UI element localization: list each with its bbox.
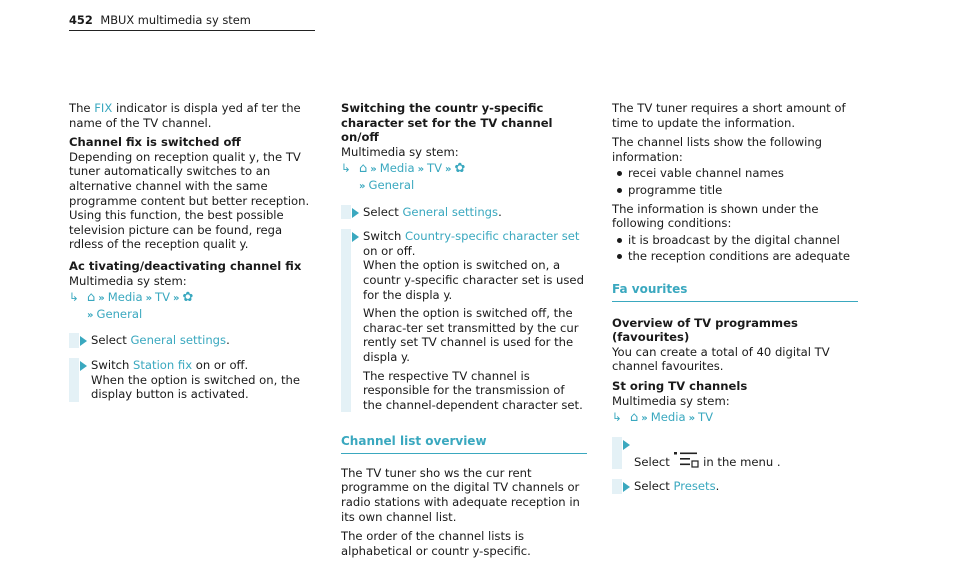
channel-lists-info-intro: The channel lists show the following information: — [612, 135, 823, 164]
home-icon: ⌂ — [359, 161, 368, 177]
activating-title: Ac tivating/deactivating channel fix — [69, 258, 302, 273]
path-general: General — [96, 306, 143, 321]
header-rule — [69, 30, 315, 31]
path-general: General — [368, 177, 415, 192]
list-item: programme title — [612, 183, 858, 198]
chevron-double-icon: » — [173, 293, 180, 305]
station-fix-detail: When the option is switched on, the display button is activated. — [91, 372, 301, 402]
step-arrow-icon — [80, 361, 87, 371]
channel-list-overview-1: The TV tuner sho ws the cur rent programme on the digital TV channels or radio stations with adequate reception in its own channel list. — [341, 465, 580, 524]
conditions-intro: The information is shown under the following conditions: — [612, 201, 819, 231]
multimedia-system-label: Multimedia sy stem: — [341, 144, 459, 159]
chevron-double-icon: » — [641, 413, 648, 425]
tuner-update-text: The TV tuner requires a short amount of time to update the information. — [612, 101, 846, 130]
path-media: Media — [107, 290, 143, 305]
channel-fix-off-title: Channel fix is switched off — [69, 135, 241, 150]
list-item: the reception conditions are adequate — [612, 249, 858, 264]
list-item: it is broadcast by the digital channel — [612, 233, 858, 248]
path-arrow-icon: ↳ — [612, 410, 622, 425]
chevron-double-icon: » — [417, 164, 425, 176]
step-select-general: Select General settings. — [341, 205, 587, 220]
channel-fix-off-body: Depending on reception qualit y, the TV tuner automatically switches to an alternative channel with the same programme content but better reception. Using this function, the best possible television picture can be found, rega rdless of the reception qualit y. — [69, 149, 310, 252]
favourites-overview-body: You can create a total of 40 digital TV channel favourites. — [612, 344, 830, 374]
charset-detail-responsible: The respective TV channel is responsible for the transmission of the channel-dependent character set. — [363, 368, 583, 412]
path-media: Media — [650, 410, 686, 425]
general-settings-label: General settings — [130, 333, 227, 348]
conditions-list — [612, 233, 858, 264]
chevron-double-icon: » — [445, 164, 452, 176]
chevron-double-icon: » — [688, 413, 696, 425]
charset-detail-off: When the option is switched off, the charac‐ter set transmitted by the cur rently set TV channel is used for the displa y. — [363, 306, 579, 364]
column-3 — [612, 101, 858, 504]
settings-icon: ✿ — [454, 161, 466, 177]
multimedia-system-label: Multimedia sy stem: — [612, 393, 730, 408]
page-header — [69, 13, 251, 28]
path-tv: TV — [155, 290, 171, 305]
settings-icon: ✿ — [182, 290, 194, 306]
section-title-channel-list: Channel list overview — [341, 434, 587, 454]
path-media: Media — [379, 161, 415, 176]
charset-title: Switching the countr y-specific character set for the TV channel on/off — [341, 101, 553, 145]
path-tv: TV — [427, 161, 443, 176]
favourites-overview-title: Overview of TV programmes (favourites) — [612, 315, 798, 345]
path-tv: TV — [698, 410, 714, 425]
fix-indicator-label: FIX — [94, 101, 113, 115]
chevron-double-icon: » — [370, 164, 377, 176]
step-select-general: Select General settings. — [69, 333, 315, 348]
page-number: 452 — [69, 13, 93, 27]
multimedia-system-label: Multimedia sy stem: — [69, 273, 187, 288]
charset-detail-on: When the option is switched on, a countr y-specific character set is used for the displa y. — [363, 258, 584, 302]
list-item: recei vable channel names — [612, 166, 858, 181]
step-switch-charset: Switch Country-specific character set on or off. When the option is switched on, a countr y-specific character set is used for the displa y. When the option is switched off, the charac‐ter set transmitted by the cur rently set TV channel is used for the displa y. The respective TV channel is responsible for the transmission of the channel-dependent character set. — [341, 229, 587, 412]
chevron-double-icon: » — [98, 293, 105, 305]
menu-path — [341, 161, 587, 194]
step-select-presets: Select Presets. — [612, 479, 858, 494]
info-list — [612, 166, 858, 197]
step-arrow-icon — [80, 336, 87, 346]
home-icon: ⌂ — [630, 410, 639, 426]
path-arrow-icon: ↳ — [69, 290, 79, 305]
step-arrow-icon — [352, 232, 359, 242]
step-switch-station-fix: Switch Station fix on or off. When the option is switched on, the display button is activated. — [69, 358, 315, 402]
column-2 — [341, 101, 587, 563]
storing-title: St oring TV channels — [612, 378, 748, 393]
home-icon: ⌂ — [87, 290, 96, 306]
menu-list-icon — [673, 451, 699, 469]
general-settings-label: General settings — [402, 204, 499, 219]
chevron-double-icon: » — [145, 293, 153, 305]
menu-path — [69, 290, 315, 323]
presets-label: Presets — [673, 479, 716, 494]
page-header-title: MBUX multimedia sy stem — [100, 13, 251, 27]
section-title-favourites: Fa vourites — [612, 282, 858, 302]
channel-list-overview-2: The order of the channel lists is alphabetical or countr y-specific. — [341, 529, 531, 558]
chevron-double-icon: » — [359, 180, 366, 192]
step-select-menu: Select in the menu . — [612, 437, 858, 470]
fix-intro: The FIX indicator is displa yed af ter the name of the TV channel. — [69, 101, 301, 130]
menu-path — [612, 410, 858, 427]
charset-label: Country-specific character set — [405, 229, 580, 244]
column-1 — [69, 101, 315, 412]
chevron-double-icon: » — [87, 309, 94, 321]
step-arrow-icon — [352, 208, 359, 218]
station-fix-label: Station fix — [133, 357, 193, 372]
step-arrow-icon — [623, 482, 630, 492]
step-arrow-icon — [623, 440, 630, 450]
path-arrow-icon: ↳ — [341, 161, 351, 176]
